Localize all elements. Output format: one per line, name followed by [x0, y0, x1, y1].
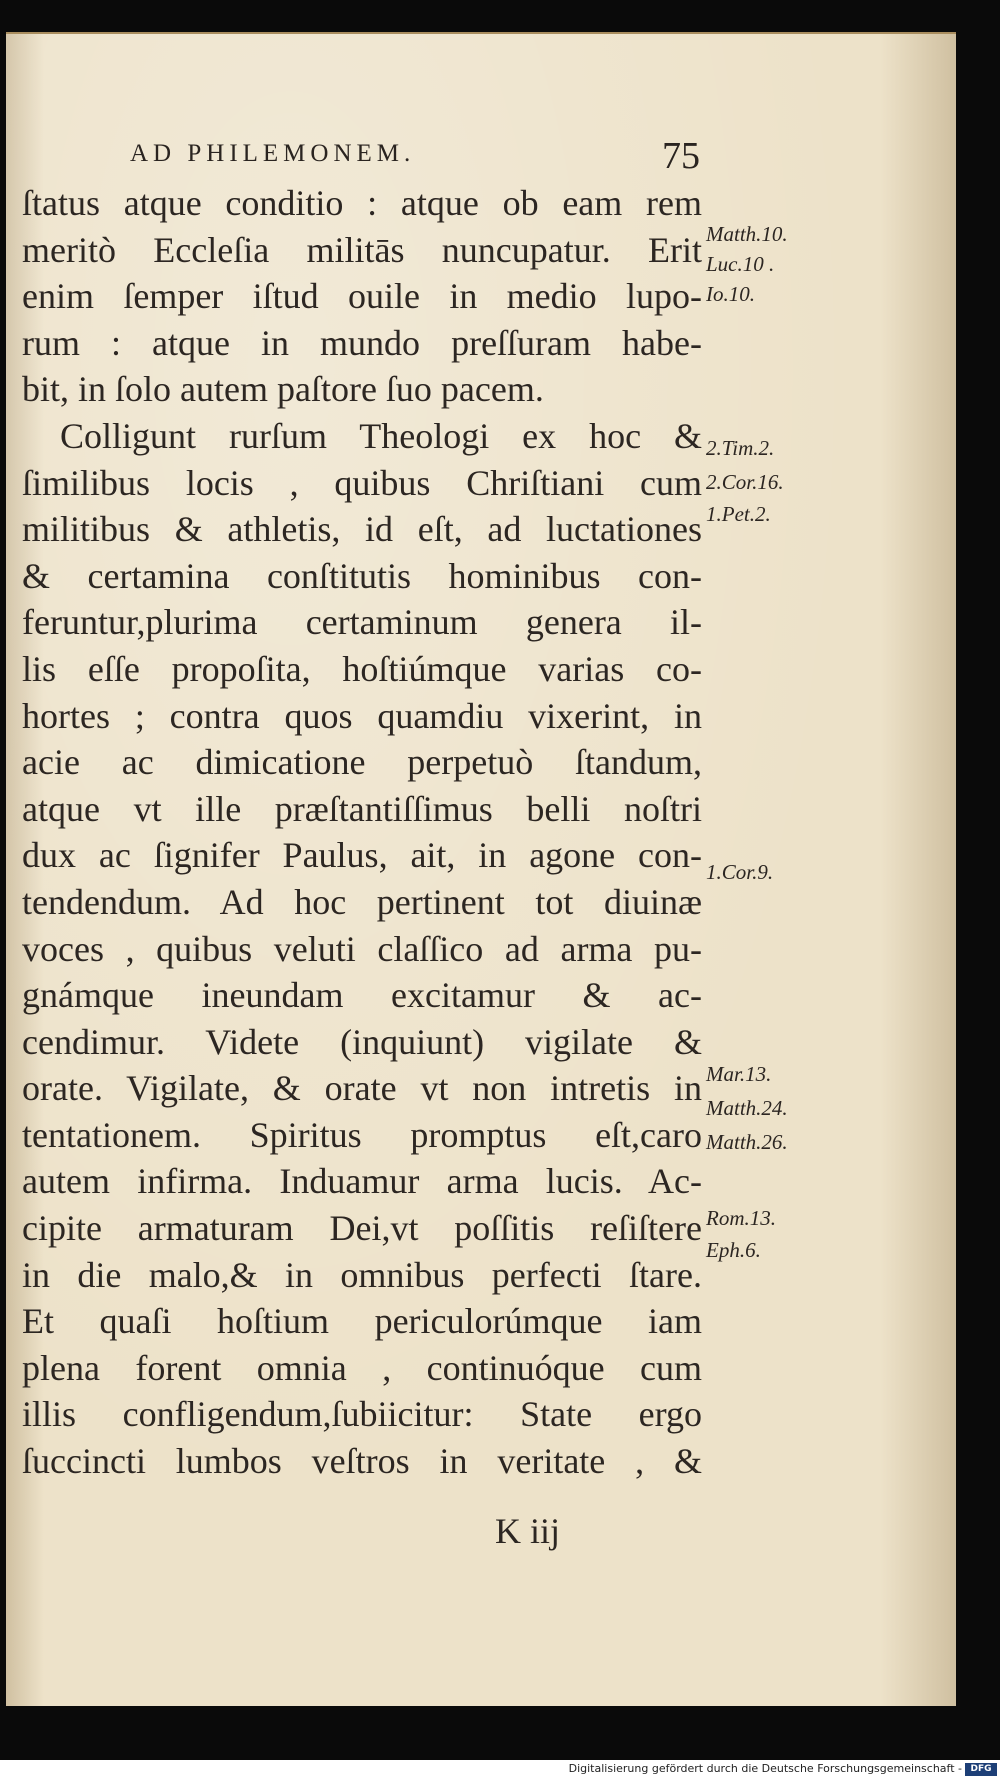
text-line: in die malo,& in omnibus perfecti ſtare.	[22, 1254, 702, 1295]
marginal-reference: Matth.10.	[706, 222, 788, 246]
marginal-reference: 2.Cor.16.	[706, 470, 784, 494]
text-line: militibus & athletis, id eſt, ad luctationes	[22, 509, 702, 550]
text-line: enim ſemper iſtud ouile in medio lupo-	[22, 276, 702, 317]
text-line: illis confligendum,ſubiicitur: State ergo	[22, 1394, 702, 1435]
dfg-logo: DFG	[965, 1763, 997, 1776]
text-line: ſimilibus locis , quibus Chriſtiani cum	[22, 462, 702, 503]
text-line: rum : atque in mundo preſſuram habe-	[22, 322, 702, 363]
page-number: 75	[662, 135, 700, 177]
marginal-reference: Rom.13.	[706, 1206, 776, 1230]
text-line: feruntur,plurima certaminum genera il-	[22, 602, 702, 643]
text-line: atque vt ille præſtantiſſimus belli noſtri	[22, 788, 702, 829]
marginal-reference: Matth.24.	[706, 1096, 788, 1120]
text-line: meritò Eccleſia militās nuncupatur. Erit	[22, 229, 702, 270]
marginal-reference: Luc.10 .	[706, 252, 775, 276]
text-line: orate. Vigilate, & orate vt non intretis in	[22, 1068, 702, 1109]
text-line: cipite armaturam Dei,vt poſſitis reſiſtere	[22, 1208, 702, 1249]
funding-credit: Digitalisierung gefördert durch die Deutsche Forschungsgemeinschaft -	[568, 1762, 962, 1775]
marginal-reference: Matth.26.	[706, 1130, 788, 1154]
text-line: bit, in ſolo autem paſtore ſuo pacem.	[22, 369, 544, 410]
text-line: & certamina conſtitutis hominibus con-	[22, 555, 702, 596]
main-text	[22, 180, 702, 1485]
text-line: voces , quibus veluti claſſico ad arma pu-	[22, 928, 702, 969]
text-line: cendimur. Videte (inquiunt) vigilate &	[22, 1021, 702, 1062]
marginal-reference: 1.Pet.2.	[706, 502, 771, 526]
running-title: AD PHILEMONEM.	[130, 140, 416, 167]
marginal-reference: Mar.13.	[706, 1062, 772, 1086]
text-line: acie ac dimicatione perpetuò ſtandum,	[22, 742, 702, 783]
digitization-footer	[0, 1760, 1000, 1780]
text-line: gnámque ineundam excitamur & ac-	[22, 975, 702, 1016]
page-header	[130, 135, 730, 184]
text-line: ſuccincti lumbos veſtros in veritate , &	[22, 1441, 702, 1482]
text-line: lis eſſe propoſita, hoſtiúmque varias co-	[22, 648, 702, 689]
text-line: ſtatus atque conditio : atque ob eam rem	[22, 183, 702, 223]
marginal-reference: 2.Tim.2.	[706, 436, 775, 460]
text-line: tentationem. Spiritus promptus eſt,caro	[22, 1114, 702, 1155]
text-line: autem infirma. Induamur arma lucis. Ac-	[22, 1161, 702, 1202]
text-line: plena forent omnia , continuóque cum	[22, 1347, 702, 1388]
marginal-reference: Io.10.	[706, 282, 755, 306]
text-line: dux ac ſignifer Paulus, ait, in agone con-	[22, 835, 702, 876]
text-line: hortes ; contra quos quamdiu vixerint, in	[22, 695, 702, 736]
marginal-reference: 1.Cor.9.	[706, 860, 774, 884]
signature-mark: K iij	[495, 1511, 561, 1551]
text-line: tendendum. Ad hoc pertinent tot diuinæ	[22, 881, 702, 922]
marginal-reference: Eph.6.	[706, 1238, 761, 1262]
text-line: Colligunt rurſum Theologi ex hoc &	[60, 415, 702, 456]
text-line: Et quaſi hoſtium periculorúmque iam	[22, 1301, 702, 1342]
